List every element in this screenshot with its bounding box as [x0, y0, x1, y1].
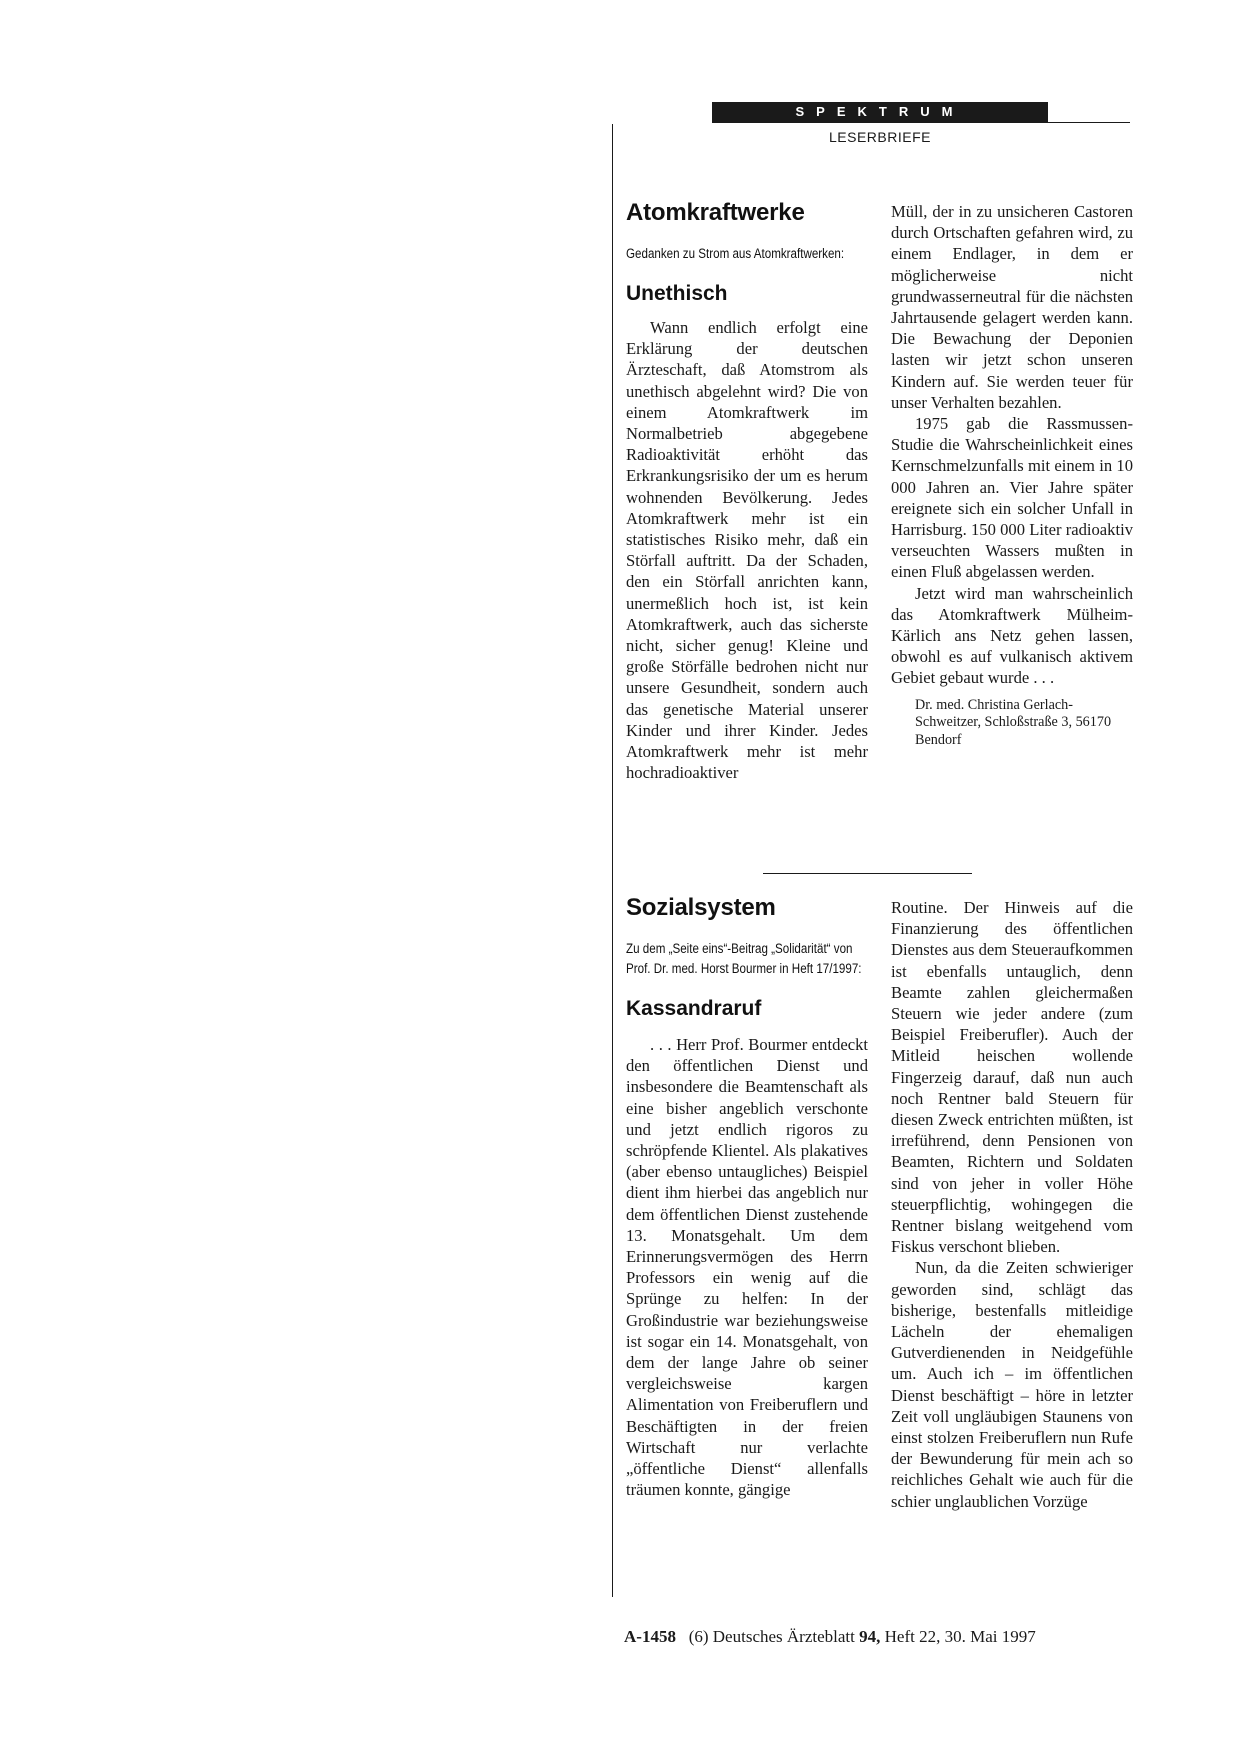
letter2-paragraph: Nun, da die Zeiten schwieriger geworden sind, schlägt das bisherige, bestenfalls mitleidige Lächeln der ehemaligen Gutverdienenden in Neidgefühle um. Auch ich – im öffentlichen Dienst beschäftigt – höre in letzter Zeit voll ungläubigen Staunens von einst stolzen Freiberuflern nun Rufe der Bewunderung für mein ach so reichliches Gehalt wie auch für die schier unglaublichen Vorzüge — [891, 1258, 1133, 1511]
issue-date: Heft 22, 30. Mai 1997 — [884, 1627, 1036, 1646]
letter1-paragraph: Wann endlich erfolgt eine Erklärung der deutschen Ärzteschaft, daß Atomstrom als unethisch abgelehnt wird? Die von einem Atomkraftwerk im Normalbetrieb abgegebene Radioaktivität erhöht das Erkrankungsrisiko der um es herum wohnenden Bevölkerung. Jedes Atomkraftwerk mehr ist ein statistisches Risiko mehr, daß ein Störfall auftritt. Da der Schaden, den ein Störfall anrichten kann, unermeßlich hoch ist, ist kein Atomkraftwerk, auch das sicherste nicht, sicher genug! Kleine und große Störfälle bedrohen nicht nur unsere Gesundheit, sondern auch das genetische Material unserer Kinder und ihrer Kinder. Jedes Atomkraftwerk mehr ist mehr hochradioaktiver — [626, 318, 868, 783]
letter1-topic: Atomkraftwerke — [626, 199, 805, 226]
volume-number: 94, — [859, 1627, 881, 1646]
letter2-paragraph: Routine. Der Hinweis auf die Finanzierung des öffentlichen Dienstes aus dem Steueraufkommen ist ebenfalls untauglich, denn Beamte zahlen gleichermaßen Steuern wie jeder andere (zum Beispiel Freiberufler). Auch der Mitleid heischen wollende Fingerzeig darauf, daß nun auch noch Rentner bald Steuern für diesen Zweck entrichten müßten, ist irreführend, denn Pensionen von Beamten, Richtern und Soldaten sind von jeher in voller Höhe steuerpflichtig, wohingegen die Rentner bislang weitgehend vom Fiskus verschont blieben. — [891, 898, 1133, 1257]
letter2-column-2 — [891, 897, 1133, 1512]
letter1-paragraph: Müll, der in zu unsicheren Castoren durch Ortschaften gefahren wird, zu einem Endlager, in dem er möglicherweise nicht grundwasserneutral für die nächsten Jahrtausende gelagert werden kann. Die Bewachung der Deponien lasten wir jetzt schon unseren Kindern auf. Sie werden teuer für unser Verhalten bezahlen. — [891, 202, 1133, 412]
letter1-headline: Unethisch — [626, 282, 728, 305]
letter1-column-2 — [891, 201, 1133, 749]
letter1-paragraph: Jetzt wird man wahrscheinlich das Atomkraftwerk Mülheim-Kärlich ans Netz gehen lassen, obwohl es auf vulkanisch aktivem Gebiet gebaut wurde . . . — [891, 583, 1133, 688]
letter2-column-1 — [626, 893, 868, 1500]
page-number: A-1458 — [624, 1627, 676, 1646]
page-sequence: (6) — [688, 1627, 709, 1646]
letter1-column-1 — [626, 198, 868, 783]
letter1-paragraph: 1975 gab die Rassmussen-Studie die Wahrscheinlichkeit eines Kernschmelzunfalls mit einem in 10 000 Jahren an. Vier Jahre später ereignete sich ein solcher Unfall in Harrisburg. 150 000 Liter radioaktiv verseuchten Wassers mußten in einen Fluß abgelassen werden. — [891, 414, 1133, 582]
letter2-paragraph: . . . Herr Prof. Bourmer entdeckt den öffentlichen Dienst und insbesondere die Beamtenschaft als eine bisher angeblich verschonte und jetzt endlich rigoros zu schröpfende Klientel. Als plakatives (aber ebenso untaugliches) Beispiel dient ihm hierbei das angeblich nur dem öffentlichen Dienst zustehende 13. Monatsgehalt. Um dem Erinnerungsvermögen des Herrn Professors ein wenig auf die Sprünge zu helfen: In der Großindustrie war beziehungsweise ist sogar ein 14. Monatsgehalt, von dem der lange Jahre ob seiner vergleichsweise kargen Alimentation von Freiberuflern und Beschäftigten in der freien Wirtschaft nur verlachte „öffentliche Dienst“ allenfalls träumen konnte, gängige — [626, 1035, 868, 1500]
header-rule — [712, 122, 1130, 123]
journal-name: Deutsches Ärzteblatt — [712, 1627, 855, 1646]
letter1-intro: Gedanken zu Strom aus Atomkraftwerken: — [626, 246, 845, 261]
letter-separator — [763, 873, 972, 874]
letter2-topic: Sozialsystem — [626, 894, 776, 921]
column-divider — [612, 124, 613, 1597]
section-label: SPEKTRUM — [712, 102, 1048, 122]
page-footer — [624, 1627, 1036, 1647]
letter2-headline: Kassandraruf — [626, 997, 762, 1020]
letter2-intro: Zu dem „Seite eins“-Beitrag „Solidarität“ von Prof. Dr. med. Horst Bourmer in Heft 17/1997: — [626, 941, 862, 976]
subsection-label: LESERBRIEFE — [829, 129, 931, 145]
letter1-signature: Dr. med. Christina Gerlach-Schweitzer, Schloßstraße 3, 56170 Bendorf — [915, 696, 1112, 748]
